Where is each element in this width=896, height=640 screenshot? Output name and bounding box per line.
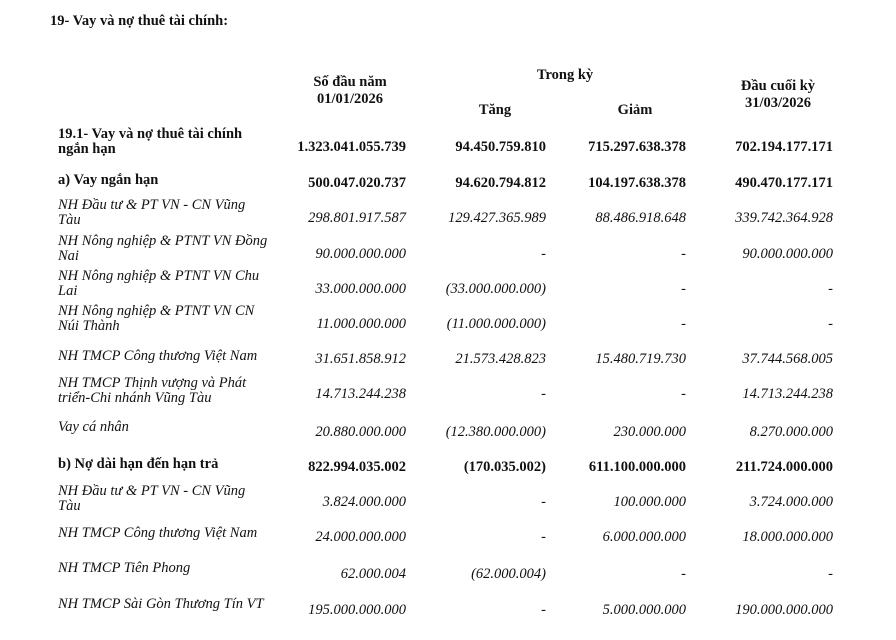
row-label-line: NH Nông nghiệp & PTNT VN Đồng <box>58 233 268 249</box>
row-label <box>58 173 290 188</box>
column-header-closing-line2: 31/03/2026 <box>744 95 812 111</box>
cell-closing: 18.000.000.000 <box>742 529 833 545</box>
row-label <box>58 349 290 364</box>
row-label-line: NH Nông nghiệp & PTNT VN Chu <box>58 268 260 284</box>
cell-decrease: 15.480.719.730 <box>595 351 686 367</box>
row-label <box>58 376 290 406</box>
cell-closing: 211.724.000.000 <box>735 459 833 475</box>
cell-increase: - <box>541 602 546 618</box>
row-label-line: Vay cá nhân <box>58 419 129 435</box>
cell-opening: 298.801.917.587 <box>308 210 406 226</box>
cell-decrease: 104.197.638.378 <box>588 175 686 191</box>
cell-increase: - <box>541 529 546 545</box>
row-label <box>58 457 290 472</box>
row-label <box>58 234 290 264</box>
cell-opening: 3.824.000.000 <box>322 494 406 510</box>
row-label <box>58 484 290 514</box>
cell-increase: (11.000.000.000) <box>446 316 546 332</box>
column-header-increase: Tăng <box>478 102 512 118</box>
cell-opening: 11.000.000.000 <box>316 316 406 332</box>
cell-opening: 1.323.041.055.739 <box>297 139 406 155</box>
row-label-line: NH Nông nghiệp & PTNT VN CN <box>58 303 255 319</box>
cell-closing: 490.470.177.171 <box>735 175 833 191</box>
row-label-line: NH Đầu tư & PT VN - CN Vũng <box>58 483 246 499</box>
cell-closing: 14.713.244.238 <box>742 386 833 402</box>
cell-decrease: 230.000.000 <box>613 424 686 440</box>
row-label-line: NH TMCP Thịnh vượng và Phát <box>58 375 247 391</box>
cell-increase: - <box>541 494 546 510</box>
cell-opening: 500.047.020.737 <box>308 175 406 191</box>
cell-decrease: - <box>681 281 686 297</box>
cell-closing: 702.194.177.171 <box>735 139 833 155</box>
column-header-decrease: Giảm <box>617 102 653 118</box>
cell-opening: 33.000.000.000 <box>315 281 406 297</box>
cell-decrease: 88.486.918.648 <box>595 210 686 226</box>
cell-increase: 94.620.794.812 <box>455 175 546 191</box>
row-label-line: NH TMCP Sài Gòn Thương Tín VT <box>58 596 264 612</box>
cell-decrease: - <box>681 316 686 332</box>
cell-increase: - <box>541 246 546 262</box>
cell-opening: 20.880.000.000 <box>315 424 406 440</box>
section-title: 19- Vay và nợ thuê tài chính: <box>50 13 229 29</box>
cell-opening: 62.000.004 <box>340 566 406 582</box>
cell-closing: 190.000.000.000 <box>735 602 833 618</box>
cell-opening: 31.651.858.912 <box>315 351 406 367</box>
cell-increase: 21.573.428.823 <box>455 351 546 367</box>
row-label-line: NH TMCP Công thương Việt Nam <box>58 525 258 541</box>
column-header-closing-line1: Đầu cuối kỳ <box>740 78 816 94</box>
row-label-line: NH Đầu tư & PT VN - CN Vũng <box>58 197 246 213</box>
cell-increase: - <box>541 386 546 402</box>
row-label-line: ngắn hạn <box>58 141 116 157</box>
row-label <box>58 127 290 157</box>
row-label <box>58 304 290 334</box>
cell-decrease: 715.297.638.378 <box>588 139 686 155</box>
cell-closing: - <box>828 281 833 297</box>
row-label-line: a) Vay ngắn hạn <box>58 172 159 188</box>
row-label <box>58 597 290 612</box>
cell-increase: (12.380.000.000) <box>445 424 546 440</box>
cell-decrease: - <box>681 566 686 582</box>
column-header-period: Trong kỳ <box>536 67 594 83</box>
cell-opening: 90.000.000.000 <box>315 246 406 262</box>
cell-decrease: - <box>681 386 686 402</box>
cell-decrease: 6.000.000.000 <box>602 529 686 545</box>
row-label-line: b) Nợ dài hạn đến hạn trả <box>58 456 219 472</box>
row-label <box>58 561 290 576</box>
row-label-line: Lai <box>58 283 78 299</box>
cell-opening: 14.713.244.238 <box>315 386 406 402</box>
row-label-line: Tàu <box>58 498 81 514</box>
cell-closing: 339.742.364.928 <box>735 210 833 226</box>
cell-decrease: 100.000.000 <box>613 494 686 510</box>
row-label-line: 19.1- Vay và nợ thuê tài chính <box>58 126 243 142</box>
cell-increase: (33.000.000.000) <box>445 281 546 297</box>
cell-opening: 195.000.000.000 <box>308 602 406 618</box>
cell-increase: (62.000.004) <box>471 566 546 582</box>
column-header-opening-line2: 01/01/2026 <box>316 91 384 107</box>
cell-decrease: 611.100.000.000 <box>588 459 686 475</box>
cell-closing: 3.724.000.000 <box>749 494 833 510</box>
row-label <box>58 526 290 541</box>
cell-increase: (170.035.002) <box>463 459 546 475</box>
column-header-opening <box>290 74 410 108</box>
column-header-closing <box>718 78 838 112</box>
cell-increase: 129.427.365.989 <box>448 210 546 226</box>
cell-decrease: 5.000.000.000 <box>602 602 686 618</box>
cell-closing: - <box>828 316 833 332</box>
cell-closing: 8.270.000.000 <box>749 424 833 440</box>
column-header-opening-line1: Số đầu năm <box>313 74 387 90</box>
cell-opening: 24.000.000.000 <box>315 529 406 545</box>
row-label-line: Nai <box>58 248 79 264</box>
row-label-line: triển-Chi nhánh Vũng Tàu <box>58 390 212 406</box>
row-label <box>58 269 290 299</box>
row-label-line: NH TMCP Công thương Việt Nam <box>58 348 258 364</box>
cell-closing: 90.000.000.000 <box>742 246 833 262</box>
cell-closing: 37.744.568.005 <box>742 351 833 367</box>
cell-opening: 822.994.035.002 <box>308 459 406 475</box>
cell-decrease: - <box>681 246 686 262</box>
row-label <box>58 420 290 435</box>
cell-increase: 94.450.759.810 <box>455 139 546 155</box>
row-label <box>58 198 290 228</box>
row-label-line: Núi Thành <box>58 318 120 334</box>
row-label-line: NH TMCP Tiên Phong <box>58 560 191 576</box>
row-label-line: Tàu <box>58 212 81 228</box>
cell-closing: - <box>828 566 833 582</box>
